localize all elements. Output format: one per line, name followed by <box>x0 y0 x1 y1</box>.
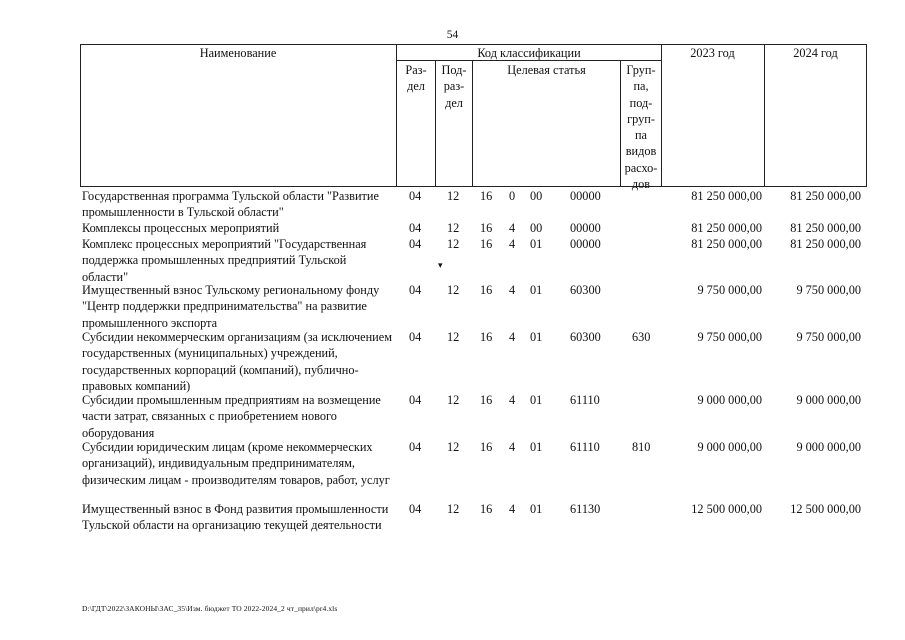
cell-event: 01 <box>530 237 543 251</box>
cell-podrazdel: 12 <box>447 189 460 203</box>
cell-direction: 00000 <box>570 189 601 203</box>
cell-program: 16 <box>480 221 493 235</box>
header-code-classification: Код классификации <box>477 46 581 60</box>
header-year-2024: 2024 год <box>793 46 838 60</box>
cell-podrazdel: 12 <box>447 283 460 297</box>
cell-razdel: 04 <box>409 330 422 344</box>
cell-program: 16 <box>480 189 493 203</box>
cell-subprogram: 4 <box>509 330 516 344</box>
row-name: Имущественный взнос в Фонд развития промышленности Тульской области на организацию текущей деятельности <box>82 502 389 533</box>
cell-event: 01 <box>530 440 543 454</box>
cell-razdel: 04 <box>409 237 422 251</box>
cell-subprogram: 4 <box>509 393 516 407</box>
cell-2024: 9 750 000,00 <box>796 283 861 297</box>
cell-2023: 81 250 000,00 <box>691 189 762 203</box>
header-divider <box>472 61 473 187</box>
cell-direction: 61110 <box>570 393 600 407</box>
cell-program: 16 <box>480 440 493 454</box>
cell-event: 01 <box>530 283 543 297</box>
cell-2023: 12 500 000,00 <box>691 502 762 516</box>
cell-razdel: 04 <box>409 502 422 516</box>
cell-2024: 9 750 000,00 <box>796 330 861 344</box>
header-target-article: Целевая статья <box>507 63 586 77</box>
cell-event: 00 <box>530 221 543 235</box>
header-divider <box>661 44 662 187</box>
cell-razdel: 04 <box>409 283 422 297</box>
cell-2024: 9 000 000,00 <box>796 393 861 407</box>
stray-mark: ▾ <box>438 260 443 270</box>
file-path-footer: D:\ГДТ\2022\ЗАКОНЫ\ЗАС_35\Изм. бюджет ТО 2022-2024_2 чт_прил\pr4.xls <box>82 604 338 613</box>
cell-2023: 9 000 000,00 <box>697 393 762 407</box>
cell-podrazdel: 12 <box>447 393 460 407</box>
cell-podrazdel: 12 <box>447 221 460 235</box>
cell-subprogram: 4 <box>509 283 516 297</box>
cell-2024: 12 500 000,00 <box>790 502 861 516</box>
cell-podrazdel: 12 <box>447 440 460 454</box>
row-name: Субсидии промышленным предприятиям на возмещение части затрат, связанных с приобретением нового оборудования <box>82 393 381 440</box>
cell-subprogram: 4 <box>509 221 516 235</box>
cell-razdel: 04 <box>409 221 422 235</box>
cell-program: 16 <box>480 330 493 344</box>
cell-podrazdel: 12 <box>447 237 460 251</box>
cell-razdel: 04 <box>409 189 422 203</box>
header-divider <box>764 44 765 187</box>
row-name: Комплекс процессных мероприятий "Государственная поддержка промышленных предприятий Тульской области" <box>82 237 367 284</box>
header-expense-group: Груп- па, под- груп- па видов расхо- дов <box>624 63 658 192</box>
row-name: Государственная программа Тульской области "Развитие промышленности в Тульской области" <box>82 189 379 220</box>
cell-2024: 81 250 000,00 <box>790 221 861 235</box>
cell-direction: 61130 <box>570 502 601 516</box>
header-razdel: Раз- дел <box>405 63 427 94</box>
cell-direction: 60300 <box>570 283 601 297</box>
cell-expense-type: 810 <box>632 440 651 454</box>
cell-program: 16 <box>480 393 493 407</box>
cell-subprogram: 4 <box>509 237 516 251</box>
cell-subprogram: 4 <box>509 502 516 516</box>
cell-razdel: 04 <box>409 440 422 454</box>
cell-expense-type: 630 <box>632 330 651 344</box>
cell-direction: 00000 <box>570 237 601 251</box>
cell-program: 16 <box>480 502 493 516</box>
cell-event: 01 <box>530 330 543 344</box>
header-year-2023: 2023 год <box>690 46 735 60</box>
cell-2023: 81 250 000,00 <box>691 221 762 235</box>
cell-2024: 9 000 000,00 <box>796 440 861 454</box>
cell-razdel: 04 <box>409 393 422 407</box>
cell-event: 01 <box>530 502 543 516</box>
row-name: Субсидии некоммерческим организациям (за исключением государственных (муниципальных) учреждений, государственных корпораций (компаний), публично- правовых компаний) <box>82 330 392 393</box>
row-name: Комплексы процессных мероприятий <box>82 221 280 235</box>
cell-subprogram: 0 <box>509 189 516 203</box>
header-podrazdel: Под- раз- дел <box>441 63 467 110</box>
cell-event: 01 <box>530 393 543 407</box>
page-number: 54 <box>446 29 459 41</box>
cell-2023: 9 750 000,00 <box>697 330 762 344</box>
cell-2023: 9 000 000,00 <box>697 440 762 454</box>
cell-program: 16 <box>480 237 493 251</box>
cell-direction: 00000 <box>570 221 601 235</box>
cell-event: 00 <box>530 189 543 203</box>
cell-subprogram: 4 <box>509 440 516 454</box>
row-name: Имущественный взнос Тульскому региональному фонду "Центр поддержки предпринимательства" на развитие промышленного экспорта <box>82 283 380 330</box>
row-name: Субсидии юридическим лицам (кроме некоммерческих организаций), индивидуальным предпринимателям, физическим лицам - производителям товаров, работ, услуг <box>82 440 390 487</box>
header-name: Наименование <box>199 46 277 60</box>
cell-2023: 81 250 000,00 <box>691 237 762 251</box>
cell-podrazdel: 12 <box>447 502 460 516</box>
cell-2024: 81 250 000,00 <box>790 189 861 203</box>
cell-direction: 60300 <box>570 330 601 344</box>
cell-2024: 81 250 000,00 <box>790 237 861 251</box>
cell-direction: 61110 <box>570 440 600 454</box>
cell-2023: 9 750 000,00 <box>697 283 762 297</box>
cell-program: 16 <box>480 283 493 297</box>
cell-podrazdel: 12 <box>447 330 460 344</box>
